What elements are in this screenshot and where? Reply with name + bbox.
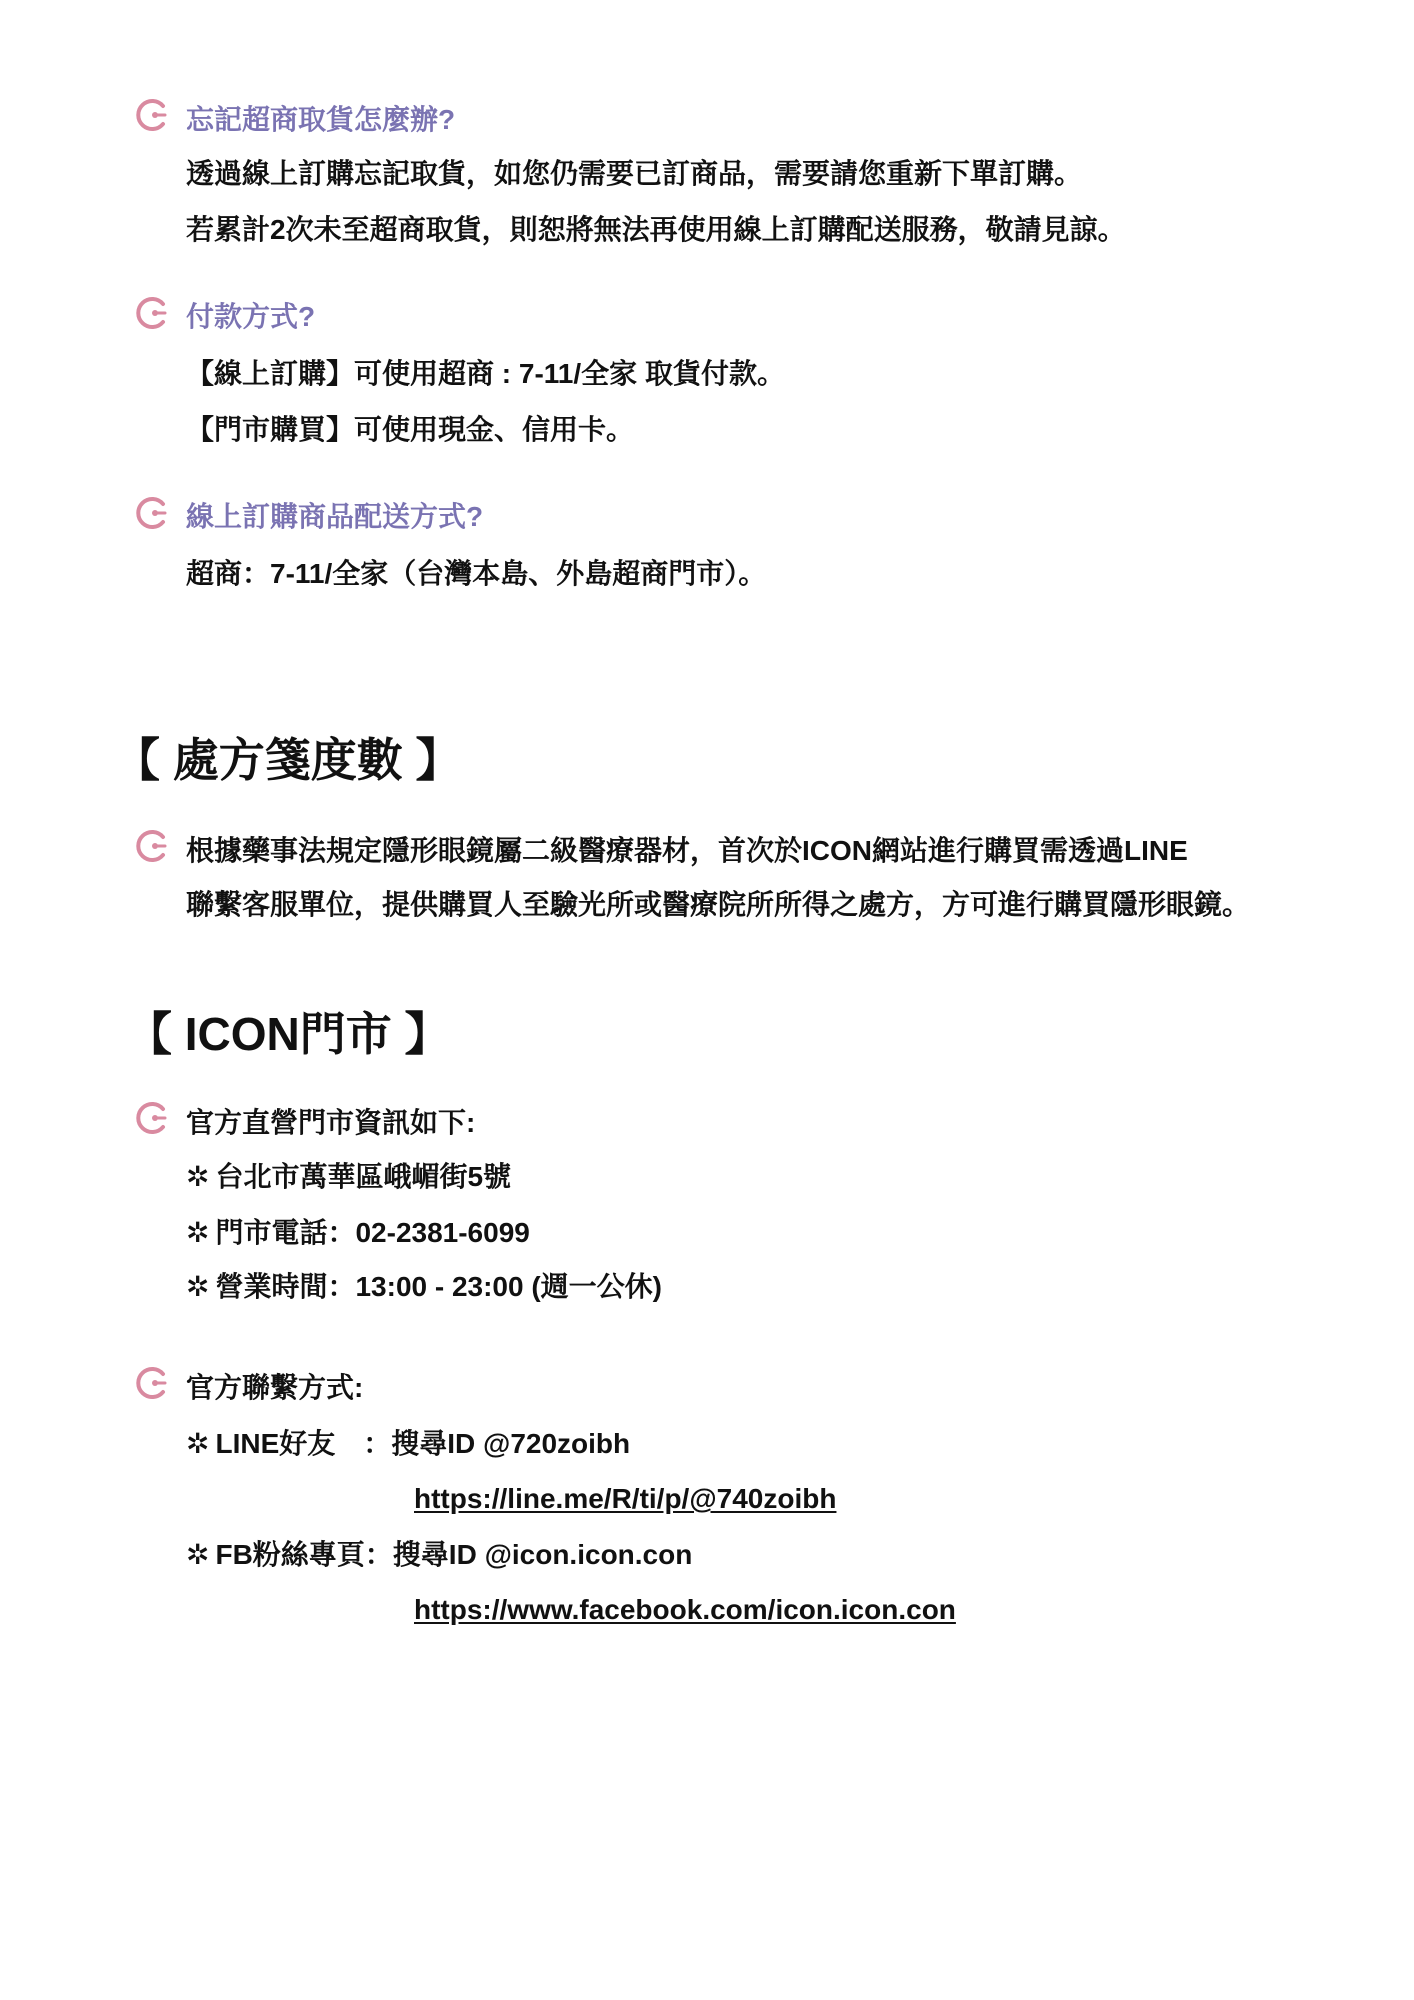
flower-bullet-icon: ✲ [186,1539,210,1570]
c-ring-icon [134,97,170,133]
section-heading-prescription: 【 處方箋度數 】 [114,734,462,786]
contact-title: 官方聯繫方式: [186,1372,364,1403]
faq-answer-line: 若累計2次未至超商取貨，則恕將無法再使用線上訂購配送服務，敬請見諒。 [186,214,1126,245]
store-hours-text: 營業時間：13:00 - 23:00 (週一公休) [215,1271,663,1302]
flower-bullet-icon: ✲ [186,1271,210,1302]
faq-question-delivery: 線上訂購商品配送方式? [186,501,484,532]
section-heading-store: 【 ICON門市 】 [126,1008,451,1060]
faq-answer-line: 超商：7-11/全家（台灣本島、外島超商門市）。 [186,558,767,589]
line-contact-text: LINE好友 ：搜尋ID @720zoibh [215,1428,631,1459]
prescription-text-line: 聯繫客服單位，提供購買人至驗光所或醫療院所所得之處方，方可進行購買隱形眼鏡。 [186,889,1251,920]
store-phone [186,1216,530,1250]
faq-answer-line: 透過線上訂購忘記取貨，如您仍需要已訂商品，需要請您重新下單訂購。 [186,158,1083,189]
store-hours [186,1270,662,1304]
store-phone-text: 門市電話：02-2381-6099 [215,1217,530,1248]
store-address-text: 台北市萬華區峨嵋街5號 [215,1161,512,1192]
c-ring-icon [134,1100,170,1136]
store-address [186,1160,511,1194]
c-ring-icon [134,828,170,864]
faq-answer-line: 【門市購買】可使用現金、信用卡。 [186,414,635,445]
faq-question-payment: 付款方式? [186,301,316,332]
c-ring-icon [134,295,170,331]
c-ring-icon [134,495,170,531]
faq-question-pickup: 忘記超商取貨怎麼辦? [186,104,456,135]
prescription-text-line: 根據藥事法規定隱形眼鏡屬二級醫療器材，首次於ICON網站進行購買需透過LINE [186,835,1188,866]
flower-bullet-icon: ✲ [186,1217,210,1248]
line-contact [186,1427,630,1461]
flower-bullet-icon: ✲ [186,1161,210,1192]
flower-bullet-icon: ✲ [186,1428,210,1459]
c-ring-icon [134,1365,170,1401]
store-info-title: 官方直營門市資訊如下: [186,1107,476,1138]
fb-url-link[interactable]: https://www.facebook.com/icon.icon.con [414,1594,956,1625]
fb-contact-text: FB粉絲專頁：搜尋ID @icon.icon.con [215,1539,693,1570]
line-url-link[interactable]: https://line.me/R/ti/p/@740zoibh [414,1483,837,1514]
fb-contact [186,1538,692,1572]
faq-answer-line: 【線上訂購】可使用超商 : 7-11/全家 取貨付款。 [186,358,785,389]
